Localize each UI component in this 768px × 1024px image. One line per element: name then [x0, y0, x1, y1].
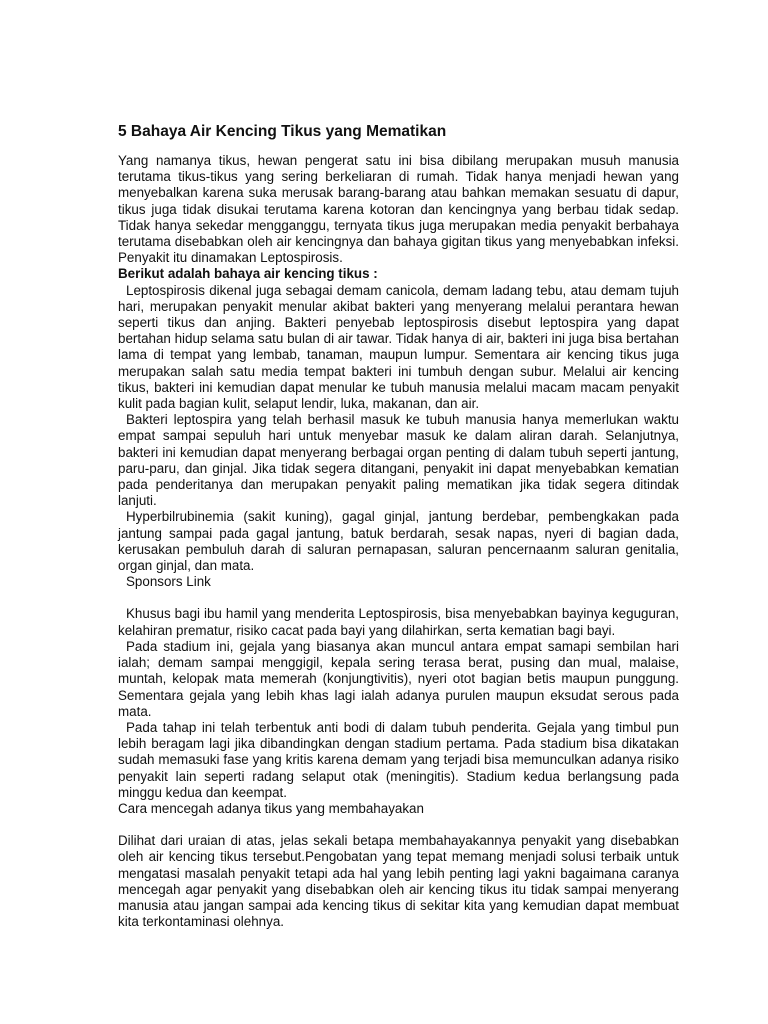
- paragraph-pregnancy: Khusus bagi ibu hamil yang menderita Leptospirosis, bisa menyebabkan bayinya keguguran, kelahiran prematur, risiko cacat pada bayi yang dilahirkan, serta kematian bagi bayi.: [118, 606, 679, 638]
- paragraph-leptospirosis: Leptospirosis dikenal juga sebagai demam canicola, demam ladang tebu, atau demam tujuh hari, merupakan penyakit menular akibat bakteri yang menyerang melalui perantara hewan seperti tikus dan anjing. Bakteri penyebab leptospirosis disebut leptospira yang dapat bertahan hidup selama satu bulan di air tawar. Tidak hanya di air, bakteri ini juga bisa bertahan lama di tempat yang lembab, tanaman, maupun lumpur. Sementara air kencing tikus juga merupakan salah satu media tempat bakteri ini tumbuh dengan subur. Melalui air kencing tikus, bakteri ini kemudian dapat menular ke tubuh manusia melalui macam macam penyakit kulit pada bagian kulit, selaput lendir, luka, makanan, dan air.: [118, 282, 679, 412]
- list-heading: Berikut adalah bahaya air kencing tikus :: [118, 266, 378, 282]
- paragraph-prevention: Dilihat dari uraian di atas, jelas sekali betapa membahayakannya penyakit yang disebabkan oleh air kencing tikus tersebut.Pengobatan yang tepat memang menjadi solusi terbaik untuk mengatasi masalah penyakit tetapi ada hal yang lebih penting lagi yakni bagaimana caranya mencegah agar penyakit yang disebabkan oleh air kencing tikus itu tidak sampai menyerang manusia atau jangan sampai ada kencing tikus di sekitar kita yang kemudian dapat membuat kita terkontaminasi olehnya.: [118, 833, 679, 930]
- sponsors-link[interactable]: Sponsors Link: [126, 574, 211, 590]
- paragraph-bacteria-spread: Bakteri leptospira yang telah berhasil masuk ke tubuh manusia hanya memerlukan waktu empat sampai sepuluh hari untuk menyebar masuk ke dalam aliran darah. Selanjutnya, bakteri ini kemudian dapat menyerang berbagai organ penting di dalam tubuh seperti jantung, paru-paru, dan ginjal. Jika tidak segera ditangani, penyakit ini dapat menyebabkan kematian pada penderitanya dan merupakan penyakit paling mematikan jika tidak segera ditindak lanjuti.: [118, 412, 679, 509]
- intro-paragraph: Yang namanya tikus, hewan pengerat satu ini bisa dibilang merupakan musuh manusia terutama tikus-tikus yang sering berkeliaran di rumah. Tidak hanya menjadi hewan yang menyebalkan karena suka merusak barang-barang atau bahkan memakan sesuatu di dapur, tikus juga tidak disukai terutama karena kotoran dan kencingnya yang berbau tidak sedap. Tidak hanya sekedar mengganggu, ternyata tikus juga merupakan media penyakit berbahaya terutama disebabkan oleh air kencingnya dan bahaya gigitan tikus yang menyebabkan infeksi. Penyakit itu dinamakan Leptospirosis.: [118, 153, 679, 266]
- paragraph-symptoms: Hyperbilrubinemia (sakit kuning), gagal ginjal, jantung berdebar, pembengkakan pada jantung sampai pada gagal jantung, batuk berdarah, sesak napas, nyeri di bagian dada, kerusakan pembuluh darah di saluran pernapasan, saluran pencernaanm saluran genitalia, organ ginjal, dan mata.: [118, 509, 679, 574]
- page-title: 5 Bahaya Air Kencing Tikus yang Mematikan: [118, 123, 447, 140]
- document-page: [118, 122, 679, 930]
- paragraph-stage-two: Pada tahap ini telah terbentuk anti bodi di dalam tubuh penderita. Gejala yang timbul pun lebih beragam lagi jika dibandingkan dengan stadium pertama. Pada stadium bisa dikatakan sudah memasuki fase yang kritis karena demam yang terjadi bisa memunculkan adanya risiko penyakit lain seperti radang selaput otak (meningitis). Stadium kedua berlangsung pada minggu kedua dan keempat.: [118, 719, 679, 800]
- paragraph-stage-one: Pada stadium ini, gejala yang biasanya akan muncul antara empat samapi sembilan hari ialah; demam sampai menggigil, kepala sering terasa berat, pusing dan mual, malaise, muntah, kelopak mata memerah (konjungtivitis), nyeri otot bagian betis maupun punggung. Sementara gejala yang lebih khas lagi ialah adanya purulen maupun eksudat serous pada mata.: [118, 638, 679, 719]
- prevention-heading: Cara mencegah adanya tikus yang membahayakan: [118, 800, 424, 816]
